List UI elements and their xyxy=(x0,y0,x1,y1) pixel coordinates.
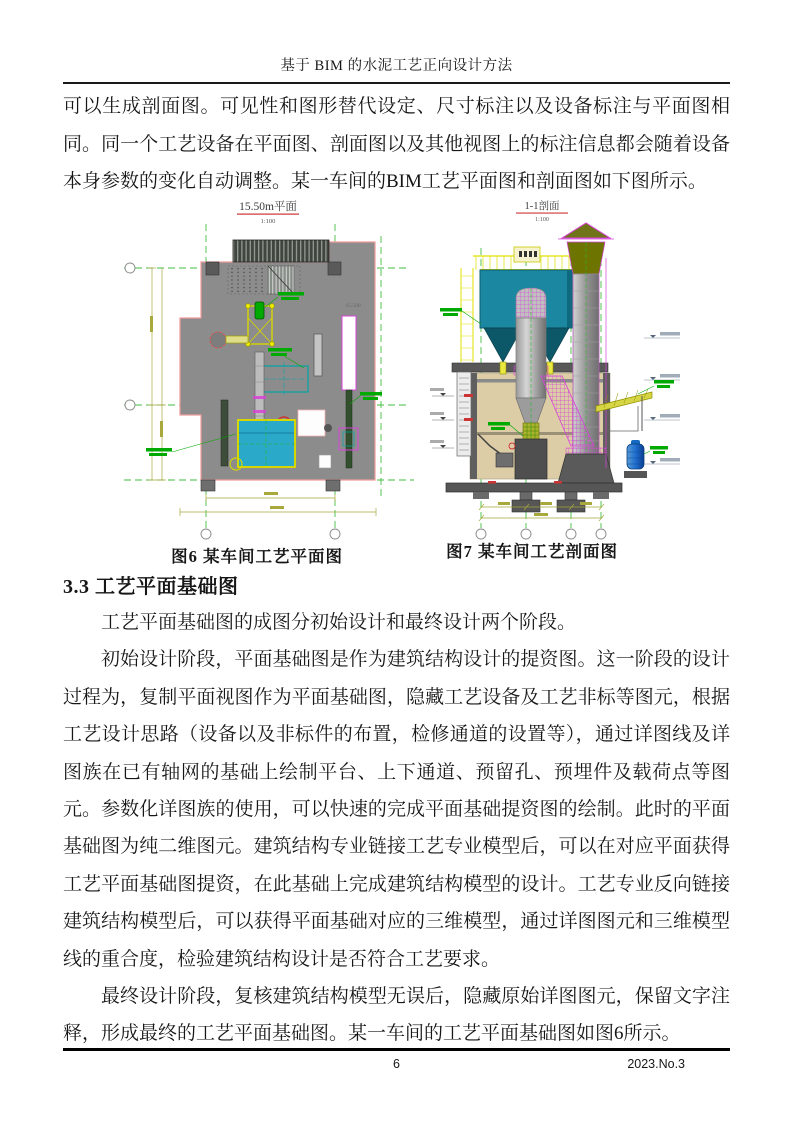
body-paragraph-3: 最终设计阶段，复核建筑结构模型无误后，隐藏原始详图图元，保留文字注释，形成最终的工艺平面基础图。某一车间的工艺平面基础图如图6所示。 xyxy=(63,986,730,1045)
section-drawing-title: 1-1剖面 xyxy=(524,201,560,212)
page-number: 6 xyxy=(393,1057,400,1071)
separator-tank xyxy=(230,420,295,470)
header-divider xyxy=(63,82,730,84)
plan-elevation-label: 15.500 xyxy=(345,303,361,309)
footer-divider xyxy=(63,1048,730,1051)
duct-bar xyxy=(314,334,322,376)
figure7-section-drawing xyxy=(428,196,740,544)
figure6-plan-drawing xyxy=(118,196,418,544)
body-paragraph-1: 工艺平面基础图的成图分初始设计和最终设计两个阶段。 xyxy=(101,612,577,633)
floor-opening-small xyxy=(319,455,331,468)
running-header-title: 基于 BIM 的水泥工艺正向设计方法 xyxy=(280,58,513,74)
issue-label: 2023.No.3 xyxy=(627,1057,685,1071)
figure7-caption: 图7 某车间工艺剖面图 xyxy=(446,542,618,561)
plan-drawing-title: 15.50m平面 xyxy=(239,201,297,213)
grating-strip xyxy=(233,240,329,262)
intro-paragraph: 可以生成剖面图。可见性和图形替代设定、尺寸标注以及设备标注与平面图相同。同一个工艺设备在平面图、剖面图以及其他视图上的标注信息都会随着设备本身参数的变化自动调整。某一车间的BIM工艺平面图和剖面图如下图所示。 xyxy=(63,96,730,192)
floor-opening-large xyxy=(298,410,325,436)
section-body xyxy=(63,604,730,1053)
plan-title-underline xyxy=(237,214,299,215)
figure6-caption: 图6 某车间工艺平面图 xyxy=(171,547,343,566)
pipe-chase xyxy=(221,400,228,466)
plan-scale-label: 1:100 xyxy=(260,218,276,225)
section-scale-label: 1:100 xyxy=(535,217,549,223)
left-elevation-marks xyxy=(430,388,454,448)
section-title-underline xyxy=(516,213,568,214)
section-heading: 3.3 工艺平面基础图 xyxy=(63,576,239,598)
body-paragraph-2: 初始设计阶段，平面基础图是作为建筑结构设计的提资图。这一阶段的设计过程为，复制平面视图作为平面基础图，隐藏工艺设备及工艺非标等图元，根据工艺设计思路（设备以及非标件的布置，检修通道的设置等），通过详图线及详图族在已有轴网的基础上绘制平台、上下通道、预留孔、预埋件及载荷点等图元。参数化详图族的使用，可以快速的完成平面基础提资图的绘制。此时的平面基础图为纯二维图元。建筑结构专业链接工艺专业模型后，可以在对应平面获得工艺平面基础图提资，在此基础上完成建筑结构模型的设计。工艺专业反向链接建筑结构模型后，可以获得平面基础对应的三维模型，通过详图图元和三维模型线的重合度，检验建筑结构设计是否符合工艺要求。 xyxy=(63,649,730,970)
